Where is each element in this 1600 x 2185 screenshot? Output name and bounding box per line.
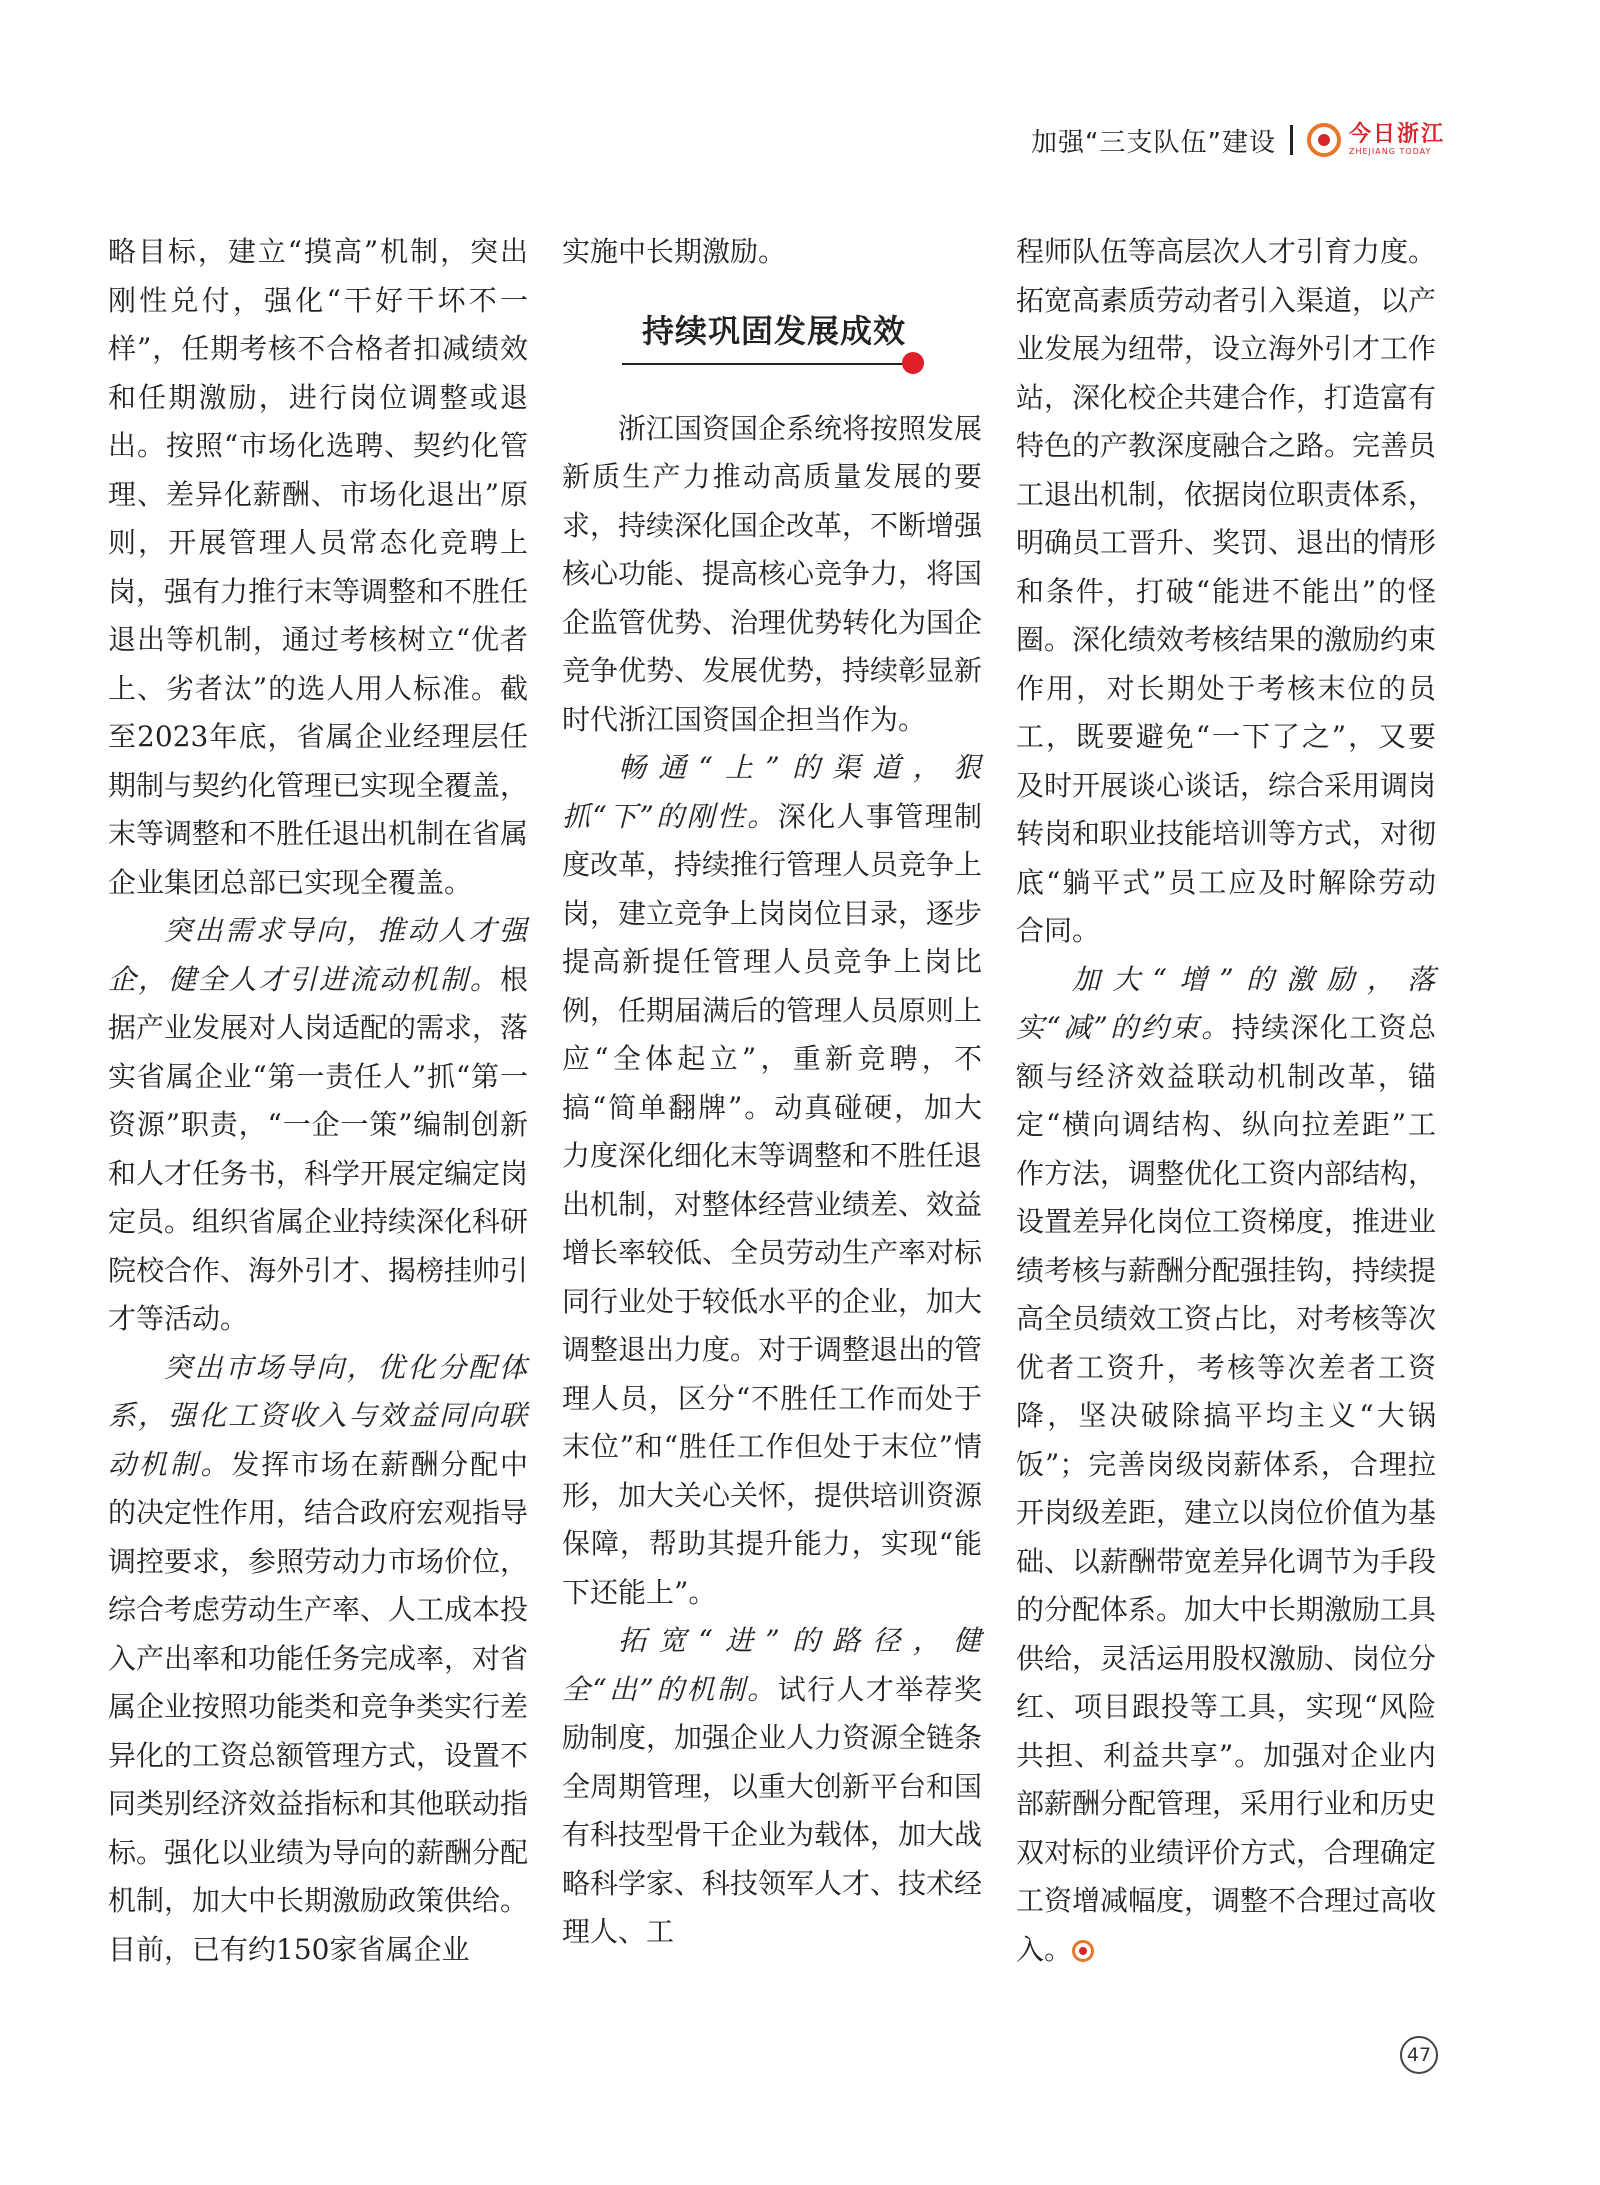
column-3 [1016, 228, 1436, 1974]
paragraph-lead: 拓宽“进”的路径，健全“出”的机制。 [562, 1624, 982, 1706]
paragraph [562, 1617, 982, 1957]
paragraph-body: 试行人才举荐奖励制度，加强企业人力资源全链条全周期管理，以重大创新平台和国有科技型骨干企业为载体，加大战略科学家、科技领军人才、技术经理人、工 [562, 1672, 983, 1948]
page-header [1031, 120, 1445, 160]
paragraph [108, 1344, 528, 1975]
paragraph-body: 深化人事管理制度改革，持续推行管理人员竞争上岗，建立竞争上岗岗位目录，逐步提高新提任管理人员竞争上岗比例，任期届满后的管理人员原则上应“全体起立”，重新竞聘，不搞“简单翻牌”。动真碰硬，加大力度深化细化末等调整和不胜任退出机制，对整体经营业绩差、效益增长率较低、全员劳动生产率对标同行业处于较低水平的企业，加大调整退出力度。对于调整退出的管理人员，区分“不胜任工作而处于末位”和“胜任工作但处于末位”情形，加大关心关怀，提供培训资源保障，帮助其提升能力，实现“能下还能上”。 [562, 799, 983, 1609]
red-dot-icon [902, 352, 924, 374]
page-number: 47 [1400, 2036, 1438, 2074]
section-subheading [562, 289, 982, 385]
zhejiang-today-logo [1307, 123, 1445, 157]
paragraph-lead: 突出需求导向，推动人才强企，健全人才引进流动机制。 [108, 914, 528, 996]
section-title: 加强“三支队伍”建设 [1031, 127, 1276, 158]
paragraph: 实施中长期激励。 [562, 235, 787, 268]
subheading-text: 持续巩固发展成效 [642, 311, 907, 350]
paragraph [562, 744, 982, 1617]
paragraph-body: 根据产业发展对人岗适配的需求，落实省属企业“第一责任人”抓“第一资源”职责，“一企一策”编制创新和人才任务书，科学开展定编定岗定员。组织省属企业持续深化科研院校合作、海外引才、揭榜挂帅引才等活动。 [108, 962, 529, 1335]
logo-cn-text: 今日浙江 [1348, 122, 1445, 147]
paragraph: 略目标，建立“摸高”机制，突出刚性兑付，强化“干好干坏不一样”，任期考核不合格者扣减绩效和任期激励，进行岗位调整或退出。按照“市场化选聘、契约化管理、差异化薪酬、市场化退出”原则，开展管理人员常态化竞聘上岗，强有力推行末等调整和不胜任退出等机制，通过考核树立“优者上、劣者汰”的选人用人标准。截至2023年底，省属企业经理层任期制与契约化管理已实现全覆盖，末等调整和不胜任退出机制在省属企业集团总部已实现全覆盖。 [108, 235, 529, 899]
paragraph-lead: 加大“增”的激励，落实“减”的约束。 [1016, 962, 1436, 1044]
paragraph: 程师队伍等高层次人才引育力度。拓宽高素质劳动者引入渠道，以产业发展为纽带，设立海外引才工作站，深化校企共建合作，打造富有特色的产教深度融合之路。完善员工退出机制，依据岗位职责体系，明确员工晋升、奖罚、退出的情形和条件，打破“能进不能出”的怪圈。深化绩效考核结果的激励约束作用，对长期处于考核末位的员工，既要避免“一下了之”，又要及时开展谈心谈话，综合采用调岗转岗和职业技能培训等方式，对彻底“躺平式”员工应及时解除劳动合同。 [1016, 235, 1437, 947]
paragraph-lead: 突出市场导向，优化分配体系，强化工资收入与效益同向联动机制。 [108, 1350, 528, 1481]
paragraph: 浙江国资国企系统将按照发展新质生产力推动高质量发展的要求，持续深化国企改革，不断增强核心功能、提高核心竞争力，将国企监管优势、治理优势转化为国企竞争优势、发展优势，持续彰显新时代浙江国资国企担当作为。 [562, 411, 983, 736]
paragraph-body: 发挥市场在薪酬分配中的决定性作用，结合政府宏观指导调控要求，参照劳动力市场价位，综合考虑劳动生产率、人工成本投入产出率和功能任务完成率，对省属企业按照功能类和竞争类实行差异化的工资总额管理方式，设置不同类别经济效益指标和其他联动指标。强化以业绩为导向的薪酬分配机制，加大中长期激励政策供给。目前，已有约150家省属企业 [108, 1447, 529, 1966]
logo-circle-icon [1307, 123, 1341, 157]
subheading-underline [622, 363, 912, 365]
paragraph [108, 907, 528, 1344]
header-divider [1290, 125, 1293, 155]
paragraph-lead: 畅通“上”的渠道，狠抓“下”的刚性。 [562, 751, 982, 833]
paragraph-body: 持续深化工资总额与经济效益联动机制改革，锚定“横向调结构、纵向拉差距”工作方法，调整优化工资内部结构，设置差异化岗位工资梯度，推进业绩考核与薪酬分配强挂钩，持续提高全员绩效工资占比，对考核等次优者工资升，考核等次差者工资降，坚决破除搞平均主义“大锅饭”；完善岗级岗薪体系，合理拉开岗级差距，建立以岗位价值为基础、以薪酬带宽差异化调节为手段的分配体系。加大中长期激励工具供给，灵活运用股权激励、岗位分红、项目跟投等工具，实现“风险共担、利益共享”。加强对企业内部薪酬分配管理，采用行业和历史双对标的业绩评价方式，合理确定工资增减幅度，调整不合理过高收入。 [1016, 1011, 1437, 1966]
logo-en-text: ZHEJIANG TODAY [1348, 147, 1432, 156]
end-mark-icon [1072, 1940, 1094, 1962]
column-1 [108, 228, 528, 1974]
column-2 [562, 228, 982, 1957]
paragraph [1016, 956, 1436, 1975]
